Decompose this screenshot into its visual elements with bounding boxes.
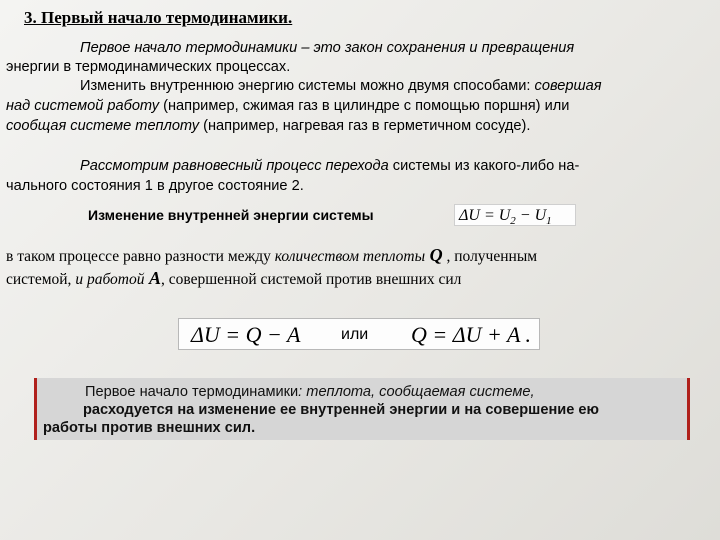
paragraph-2-line-2: [6, 96, 569, 116]
paragraph-4-emphasis: количеством теплоты: [274, 248, 426, 265]
law-text: : теплота, сообщаемая системе,: [298, 384, 535, 400]
paragraph-3-emphasis: Рассмотрим равновесный процесс перехода: [80, 158, 389, 174]
paragraph-3-text: системы из какого-либо на-: [388, 158, 580, 174]
paragraph-1-line-2: энергии в термодинамических процессах.: [6, 59, 291, 75]
law-line-2: расходуется на изменение ее внутренней энергии и на совершение ею: [83, 402, 599, 418]
law-statement-box: [34, 378, 690, 440]
paragraph-2-emphasis: совершая: [534, 78, 602, 94]
paragraph-4-text: в таком процессе равно разности между: [6, 248, 275, 265]
paragraph-2-text: (например, нагревая газ в герметичном сосуде).: [199, 118, 531, 134]
paragraph-4-line-1: [6, 245, 537, 267]
formula-lhs: ΔU = U: [459, 207, 511, 224]
law-line-3: работы против внешних сил.: [43, 420, 256, 436]
formula-mid: − U: [515, 207, 547, 224]
formula-subscript-1: 1: [546, 215, 552, 228]
paragraph-3-line-2: чального состояния 1 в другое состояние 2.: [6, 178, 304, 194]
paragraph-4-text: , совершенной системой против внешних сил: [161, 271, 462, 288]
energy-change-label: Изменение внутренней энергии системы: [88, 207, 374, 223]
paragraph-4-emphasis: и работой: [75, 271, 145, 288]
page-title: 3. Первый начало термодинамики.: [24, 8, 293, 27]
equation-or: или: [341, 326, 369, 343]
paragraph-4-line-2: [6, 268, 461, 290]
symbol-a: A: [144, 268, 161, 288]
paragraph-1-line-1: Первое начало термодинамики – это закон сохранения и превращения: [80, 40, 575, 56]
equation-right: Q = ΔU + A .: [411, 322, 532, 347]
formula-subscript-2: 2: [510, 215, 516, 228]
paragraph-2-text: Изменить внутреннюю энергию системы можно двумя способами:: [80, 78, 535, 94]
paragraph-2-text: (например, сжимая газ в цилиндре с помощью поршня) или: [159, 98, 570, 114]
first-law-equation: [178, 318, 540, 350]
law-line-1: [85, 383, 535, 401]
paragraph-2-line-3: [6, 116, 530, 136]
symbol-q: Q: [425, 245, 443, 265]
paragraph-4-text: , полученным: [442, 248, 538, 265]
paragraph-2-emphasis: над системой работу: [6, 98, 160, 114]
paragraph-2-line-1: [80, 76, 602, 96]
paragraph-3-line-1: [80, 156, 579, 176]
energy-change-formula: [454, 204, 576, 226]
paragraph-4-text: системой,: [6, 271, 76, 288]
law-term: Первое начало термодинамики: [85, 384, 299, 400]
equation-left: ΔU = Q − A: [191, 322, 301, 347]
paragraph-2-emphasis: сообщая системе теплоту: [6, 118, 200, 134]
